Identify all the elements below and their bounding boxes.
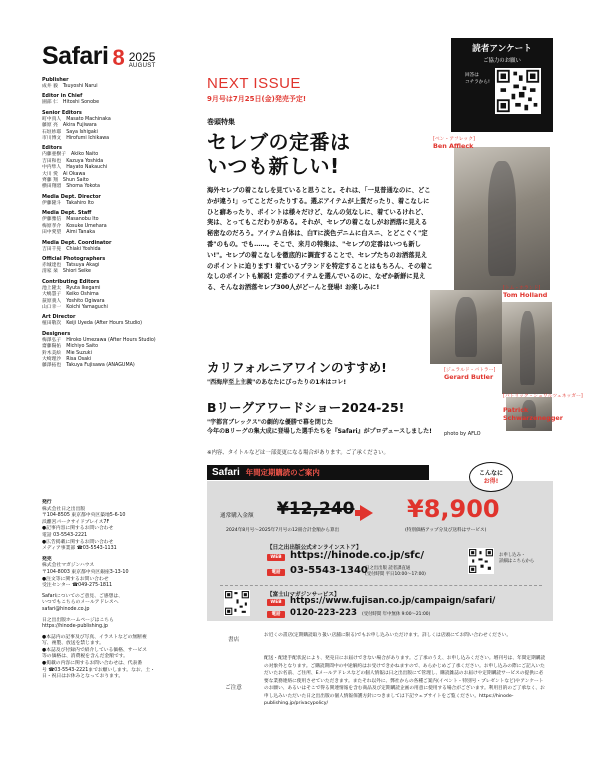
staff-group [42, 77, 192, 90]
staff-name-jp: 藤原 亮 [42, 123, 58, 129]
hinode-store-phone[interactable]: 03-5543-1340 [290, 565, 368, 576]
staff-name-en: Risa Osaki [66, 356, 92, 362]
staff-group [42, 145, 192, 190]
survey-title: 読者アンケート [472, 44, 532, 54]
celebrity-photo-ben-affleck [454, 147, 550, 290]
staff-member [42, 363, 192, 369]
hinode-qr-note-line1: お申し込み・ [499, 553, 526, 558]
staff-name-jp: 齊藤 翔 [42, 178, 58, 184]
issue-date [129, 51, 156, 69]
caption-en-tom-holland: Tom Holland [503, 291, 548, 299]
subscription-price-note: (特別価格アップ分及び送料はサービス) [405, 528, 487, 533]
staff-name-en: Akiko Naito [71, 152, 99, 158]
staff-name-jp: 山口幸一 [42, 304, 62, 310]
fujisan-phone[interactable]: 0120-223-223 [290, 608, 357, 618]
colophon-line: ●本誌内の記事及び写真、イラストなどの無断複 [42, 634, 147, 640]
fujisan-qr-code-icon[interactable] [224, 590, 250, 616]
safari-logo: Safari [42, 42, 109, 70]
bleague-subtitle-line2: 今年のBリーグの集大成に登場した選手たちを『Safari』がプロデュースしました! [207, 428, 432, 435]
colophon-line: 〒104-8505 東京都中央区築地5-6-10 [42, 513, 126, 519]
staff-name-jp: 藤澤拓也 [42, 363, 62, 369]
staff-member [42, 247, 192, 253]
staff-name-en: Tsuyoshi Narui [62, 84, 98, 89]
survey-qr-note [465, 73, 490, 86]
colophon-line: 〒104-8003 東京都中央区銀座3-13-10 [42, 569, 129, 575]
content-change-note: ※内容、タイトルなどは一部変更になる場合があります。ご了承ください。 [207, 450, 389, 456]
bleague-story-subtitle [207, 418, 537, 436]
survey-subtitle: ご協力のお願い [483, 58, 521, 64]
staff-member [42, 321, 192, 327]
staff-role: Contributing Editors [42, 278, 100, 285]
celebrity-photo-gerard-butler [430, 290, 502, 364]
photo-credit: photo by AFLO [444, 431, 481, 437]
notice-text: 配送・配達手配状況により、発売日にお届けできない場合があります。ご了承のうえ、お申し込みください。増刊号は、年間定期購読の対象外となります。ご購読期間中の中途解約はお受けできかねますので、あらかじめご了承ください。お申し込みの際にご記入いただいたお名前、ご住所、Eメールアドレスなどの個人情報は日之出出版にて管理し、購読雑誌のお届けや定期購読サービスの提供に必要な業務連絡に使用させていただきます。またそれ以外に、弊社からの各種ご案内(イベント・特別号・プレゼントなど)やアンケートのお願い、あるいはそこで得る関連情報を含む商品及び定期購読企画の用意に使用する場合がございます。利用目的のご了承なく、お申し込みいただいた日之出出版の個人情報保護方針につきましては下記ウェブサイトをご覧ください。https://hinode-publishing.jp/privacypolicy/ [264, 656, 546, 706]
staff-name-jp: 町中真人 [42, 116, 62, 122]
staff-name-jp: 齋藤陽佑 [42, 344, 62, 350]
staff-group [42, 93, 192, 106]
hinode-store-url[interactable]: https://hinode.co.jp/sfc/ [290, 550, 425, 561]
staff-role: Art Director [42, 314, 76, 321]
staff-name-en: Hitoshi Sonobe [62, 100, 100, 106]
hinode-phone-note-line1: 日之出出版 読者課直通 [365, 566, 411, 571]
staff-name-en: Masato Machinaka [66, 116, 111, 122]
hinode-qr-note-line2: 詳細はこちらから [499, 558, 535, 564]
staff-name-en: Hirofumi Ichikawa [66, 136, 110, 142]
staff-name-jp: 大嶋慧子 [42, 292, 62, 298]
deal-badge [469, 462, 513, 492]
staff-member [42, 201, 192, 207]
staff-role: Media Dept. Director [42, 193, 101, 200]
staff-name-jp: 吉田和也 [42, 158, 62, 164]
staff-name-jp: 荻原義人 [42, 298, 62, 304]
hinode-store-qr-code-icon[interactable] [468, 548, 494, 574]
fujisan-url[interactable]: https://www.fujisan.co.jp/campaign/safari/ [290, 596, 496, 606]
staff-name-jp: 池上隆太 [42, 285, 62, 291]
staff-member [42, 100, 192, 106]
next-issue-date: 9月号は7月25日(金)発売予定! [207, 95, 307, 103]
caption-en-patrick: Patrick [503, 406, 529, 414]
staff-name-jp: 市川博文 [42, 136, 62, 142]
regular-price: ¥12,240 [277, 499, 355, 519]
colophon-line: ●本誌及び付録内で紹介している価格、サービス [42, 647, 147, 653]
caption-en-gerard-butler: Gerard Butler [444, 373, 494, 381]
deal-badge-line1: こんなに [478, 470, 503, 477]
survey-qr-note-line2: コチラから! [465, 79, 490, 85]
staff-group [42, 331, 192, 370]
staff-name-jp: 赤城達也 [42, 262, 62, 268]
staff-name-en: Mie Suzuki [66, 350, 92, 356]
staff-name-en: Ryuta Ikegami [66, 285, 101, 291]
survey-qr-note-line1: 回答は [465, 73, 479, 78]
colophon-line: ●掲載の内容に関するお問い合わせは、代表番 [42, 661, 143, 667]
colophon-heading: 発行 [42, 500, 52, 505]
staff-name-en: Takahiro Ito [66, 200, 94, 206]
staff-name-en: Kosuke Umehara [66, 223, 107, 229]
colophon-line: 号 ☎03-5543-2221までお願いします。なお、土・ [42, 667, 156, 673]
staff-name-jp: 田中愛望 [42, 230, 62, 236]
staff-name-en: Shoma Yokota [66, 184, 100, 190]
staff-name-en: Yoshito Ogiwara [66, 298, 105, 304]
staff-member [42, 184, 192, 190]
bookstore-text: お近くの書店(定期購読取り扱い店舗に限る)でもお申し込みいただけます。詳しくは店頭にてお問い合わせください。 [264, 633, 512, 638]
staff-group [42, 110, 192, 143]
hinode-qr-note [499, 553, 534, 564]
staff-name-en: Koichi Yamaguchi [66, 304, 108, 310]
staff-name-en: Masanobu Ito [66, 217, 99, 223]
staff-member [42, 84, 192, 90]
bookstore-label: 書店 [228, 637, 240, 643]
staff-name-en: Tatsuya Akagi [66, 262, 100, 268]
masthead [42, 44, 192, 370]
fujisan-phone-note: (受付時間 年中無休 9:00〜21:00) [362, 612, 431, 617]
staff-role: Media Dept. Staff [42, 210, 92, 217]
celebrity-photo-tom-holland [502, 302, 552, 394]
staff-name-en: Chiaki Yoshida [66, 246, 101, 252]
staff-name-jp: 伊藤隆斗 [42, 200, 62, 206]
arrow-right-icon [360, 505, 373, 521]
colophon-line: safari@hinode.co.jp [42, 606, 90, 612]
survey-qr-code-icon[interactable] [495, 68, 541, 114]
staff-role: Media Dept. Coordinator [42, 239, 112, 246]
staff-name-en: Keiko Oshima [66, 292, 99, 298]
caption-en-schwarzenegger: Schwarzenegger [503, 414, 563, 422]
hinode-phone-note [365, 566, 426, 577]
subscription-header [207, 465, 429, 480]
staff-group [42, 279, 192, 312]
staff-name-jp: 梅原孝介 [42, 223, 62, 229]
caption-jp-patrick-schwarzenegger: [パトリック・シュワルツェネッガー] [503, 394, 583, 399]
bleague-subtitle-line1: "宇都宮ブレックス"の劇的な優勝で幕を閉じた [207, 419, 333, 426]
colophon-heading: 発売 [42, 556, 52, 562]
wine-story-title: カリフォルニアワインのすすめ! [207, 360, 387, 375]
hinode-store-title: 【日之出出版公式オンラインストア】 [267, 545, 362, 551]
next-issue-title: NEXT ISSUE [207, 75, 301, 92]
staff-name-en: Keiji Uyeda (After Hours Studio) [66, 321, 143, 327]
phone-pill: 電話 [267, 569, 285, 576]
staff-credits [42, 77, 192, 370]
staff-member [42, 269, 192, 275]
staff-group [42, 210, 192, 236]
fujisan-web-pill: WEB [267, 599, 285, 606]
bleague-story-title: Bリーグアワードショー2024-25! [207, 400, 405, 415]
staff-role: Senior Editors [42, 109, 82, 116]
issue-year: 2025 [128, 50, 156, 64]
staff-name-jp: 植田敬次 [42, 321, 62, 327]
colophon-line: ●注文等に関するお問い合わせ [42, 576, 109, 582]
bleague-story [207, 400, 537, 436]
fujisan-phone-pill: 電話 [267, 611, 285, 618]
staff-group [42, 240, 192, 253]
staff-role: Editor in Chief [42, 93, 83, 100]
staff-role: Editors [42, 145, 62, 152]
next-issue-header [207, 76, 447, 104]
reader-survey-box[interactable] [451, 38, 553, 132]
colophon-line: いつでもこちらのメールアドレスへ [42, 600, 119, 606]
staff-name-jp: 梅澤弘子 [42, 337, 62, 343]
colophon-line: 等の価格は、消費税を含んだ金額です。 [42, 654, 128, 660]
caption-jp-tom-holland: [トム・ホランド] [503, 286, 541, 291]
subscription-heading: 年間定期購読のご案内 [245, 468, 320, 477]
colophon-line: 株式会社マガジンハウス [42, 563, 95, 569]
caption-jp-ben-affleck: [ベン・アフレック] [433, 137, 475, 142]
staff-name-en: Takuya Fujisawa (ANAGUMA) [66, 363, 135, 369]
staff-name-en: Hayato Nakauchi [66, 165, 108, 171]
colophon-line: 日・祝日はお休みとなっております。 [42, 674, 124, 680]
feature-headline-line2: いつも新しい! [207, 154, 340, 178]
subscription-price: ¥8,900 [407, 495, 500, 523]
staff-name-en: Aimi Tanaka [66, 230, 96, 236]
subscription-safari-logo: Safari [212, 467, 240, 478]
staff-member [42, 230, 192, 236]
staff-role: Publisher [42, 77, 69, 83]
colophon-line: 電話 03-5543-2221 [42, 532, 88, 538]
staff-name-jp: 石垣紗耶 [42, 129, 62, 135]
notice-label: ご注意 [225, 685, 242, 691]
issue-number: 8 [112, 45, 125, 70]
feature-headline [207, 130, 433, 178]
staff-name-jp: 伊藤雅信 [42, 217, 62, 223]
staff-group [42, 314, 192, 327]
colophon-line: https://hinode-publishing.jp [42, 624, 108, 630]
feature-story [207, 117, 433, 294]
regular-price-label: 通常購入金額 [220, 513, 254, 519]
feature-headline-line1: セレブの定番は [207, 130, 351, 154]
caption-jp-gerard-butler: [ジェラルド・バトラー] [444, 368, 496, 373]
staff-group [42, 194, 192, 207]
colophon-line: 写、複製、放送を禁じます。 [42, 641, 104, 647]
staff-member [42, 136, 192, 142]
colophon-line: 株式会社日之出出版 [42, 506, 86, 512]
staff-name-en: Ai Okawa [62, 171, 86, 177]
regular-price-period: 2024年8月号〜2025年7月号の12冊合計金額から算出 [226, 528, 340, 533]
deal-badge-line2: お得! [483, 478, 499, 485]
staff-name-en: Shun Saito [62, 178, 89, 184]
colophon-line: 日之出出版ホームページはこちら [42, 617, 114, 623]
staff-name-jp: 横田翔悶 [42, 184, 62, 190]
hinode-phone-note-line2: (受付時間 平日10:00〜17:00) [365, 571, 426, 577]
staff-name-jp: 中内隼人 [42, 165, 62, 171]
colophon-line: ●広告掲載に関するお問い合わせ [42, 539, 114, 545]
brand-row [42, 44, 192, 69]
feature-label: 巻頭特集 [207, 118, 235, 126]
issue-month: AUGUST [128, 63, 156, 69]
staff-name-en: Hiroko Umezawa (After Hours Studio) [66, 337, 156, 343]
staff-name-en: Shiori Seike [62, 269, 91, 275]
feature-body: 海外セレブの着こなしを見ていると思うこと。それは、「一見普通なのに、どこかが違う!」ってことだったりする。選ぶアイテムが上質だったり、着こなしにひと癖あったり、ポイントは様々だけど、なんの気なしに、着ているけれど、実は、とってもこだわりがある。それが、セレブの着こなしがお洒落に見える秘密なのだろう。アイテム自体は、白Tに淡色デニムに白スニ、とどこぐく"定番"のもの。でも……。そこで、来月の特集は、"セレブの定番はいつも新しい!"。セレブの着こなしを徹底的に調査することで、セレブたちのお洒落見えのポイントに迫ります! 着ているブランドを特定することはもちろん、その着こなしのポイントも解説! 定番のアイテムを選んでいるのに、なぜか新鮮に見える、そんなお洒落セレブ300人がどーんと登場! お楽しみに! [207, 187, 433, 292]
colophon-line: 受注センター ☎049-275-1811 [42, 583, 113, 589]
staff-name-en: Michiyo Saito [66, 344, 99, 350]
staff-name-en: Kazuya Yoshida [66, 158, 104, 164]
wine-story-subtitle: "西海岸至上主義"のあなたにぴったりの1本はコレ! [207, 379, 347, 386]
staff-name-en: Akira Fujiwara [62, 123, 97, 129]
subscription-divider [220, 585, 542, 586]
colophon-line: 浜離宮パークサイドプレイス7F [42, 519, 110, 525]
staff-role: Official Photographers [42, 255, 106, 262]
staff-role: Designers [42, 330, 71, 337]
staff-name-jp: 大川 愛 [42, 171, 58, 177]
colophon-line: メディア事業部 ☎03-5543-1131 [42, 546, 117, 552]
staff-name-jp: 大崎理沙 [42, 356, 62, 362]
staff-name-en: Saya Ishigaki [66, 129, 98, 135]
staff-group [42, 256, 192, 276]
staff-name-jp: 内藤亜樹子 [42, 152, 66, 158]
staff-name-jp: 吉田千晃 [42, 246, 62, 252]
staff-name-jp: 鈴木美絵 [42, 350, 62, 356]
staff-member [42, 305, 192, 311]
staff-name-jp: 成井 毅 [42, 84, 58, 89]
caption-en-ben-affleck: Ben Affleck [433, 142, 474, 150]
colophon [42, 500, 182, 681]
staff-name-jp: 清家 栞 [42, 269, 58, 275]
web-pill: WEB [267, 554, 285, 561]
fujisan-title: 【富士山マガジンサービス】 [267, 592, 340, 598]
colophon-line: ●記事内容に関するお問い合わせ [42, 526, 114, 532]
staff-name-jp: 園部 仁 [42, 100, 58, 106]
colophon-line: Safariについてのご意見、ご感想は、 [42, 593, 123, 599]
